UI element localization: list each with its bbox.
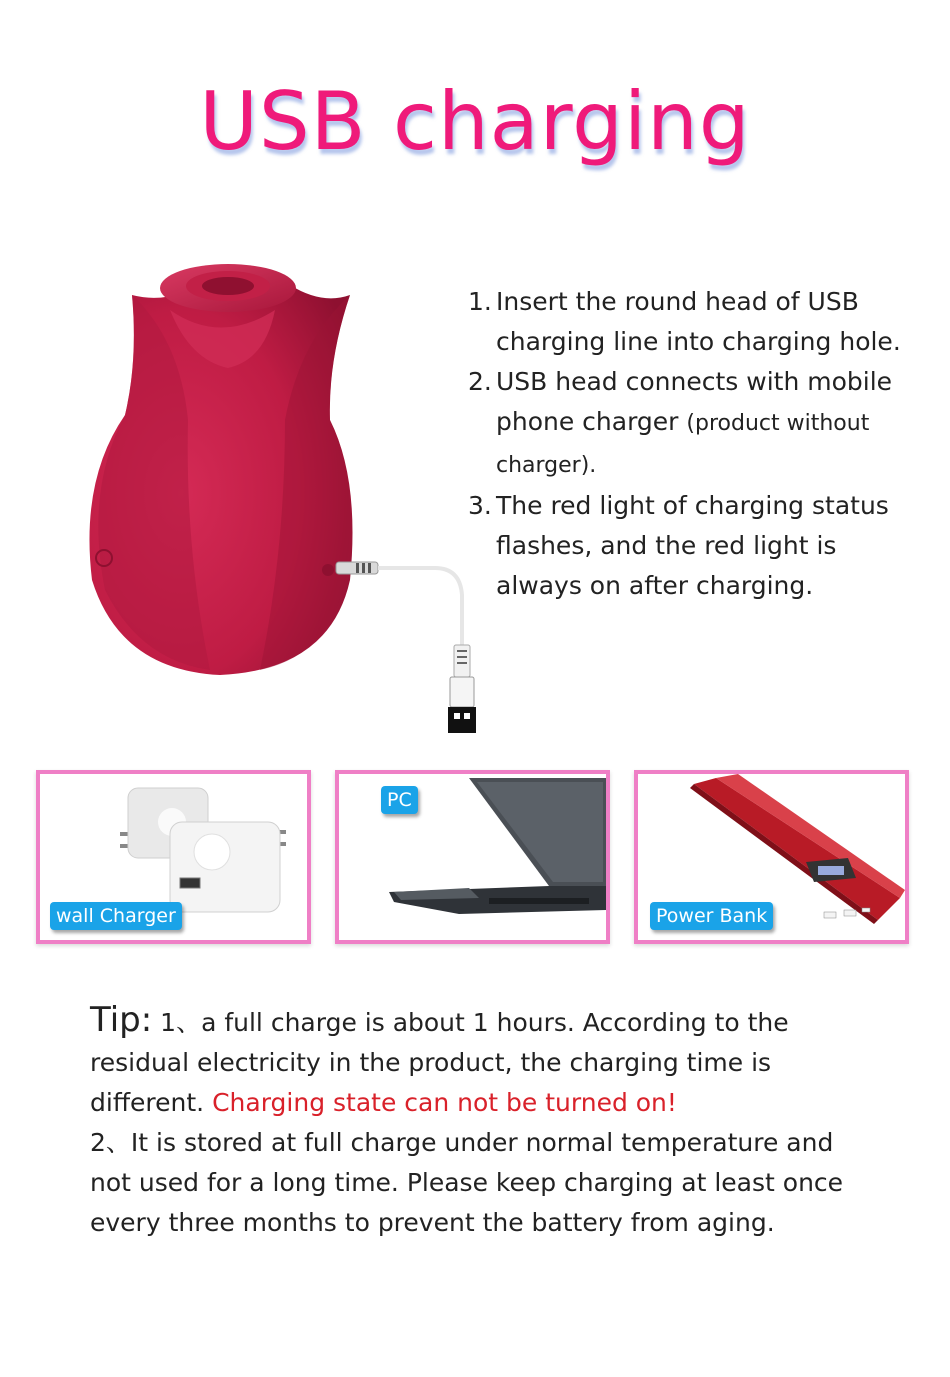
tip-item-2 [90,1123,880,1243]
instruction-step [468,486,908,606]
wall-charger-label: wall Charger [50,902,182,930]
step-number: 2. [468,367,492,396]
step-text: The red light of charging status flashes, and the red light is always on after charging. [496,491,889,600]
tip-text: a full charge is about 1 hours. According to the residual electricity in the product, the charging time is different. [90,1008,789,1117]
step-note: (product without charger). [496,411,870,478]
pc-label: PC [381,786,418,814]
laptop-icon [339,774,606,940]
tip-text: It is stored at full charge under normal temperature and not used for a long time. Please keep charging at least once every three months to prevent the battery from aging. [90,1128,844,1237]
step-text: Insert the round head of USB charging line into charging hole. [496,287,901,356]
tip-warning: Charging state can not be turned on! [212,1088,677,1117]
step-number: 3. [468,491,492,520]
tips-section [90,1000,880,1243]
wall-charger-card [36,770,311,944]
tip-number: 1、 [160,1008,202,1037]
step-text: USB head connects with mobile phone charger [496,367,893,436]
tip-item-1 [90,1000,880,1123]
tip-number: 2、 [90,1128,131,1157]
tip-label: Tip: [90,1000,153,1040]
pc-card [335,770,610,944]
charging-sources [36,770,910,944]
instruction-step [468,362,908,486]
instruction-steps [468,282,908,606]
page-title: USB charging [199,75,751,168]
power-bank-card [634,770,909,944]
step-number: 1. [468,287,492,316]
instruction-step [468,282,908,362]
rose-device-illustration [60,250,500,750]
power-bank-label: Power Bank [650,902,773,930]
